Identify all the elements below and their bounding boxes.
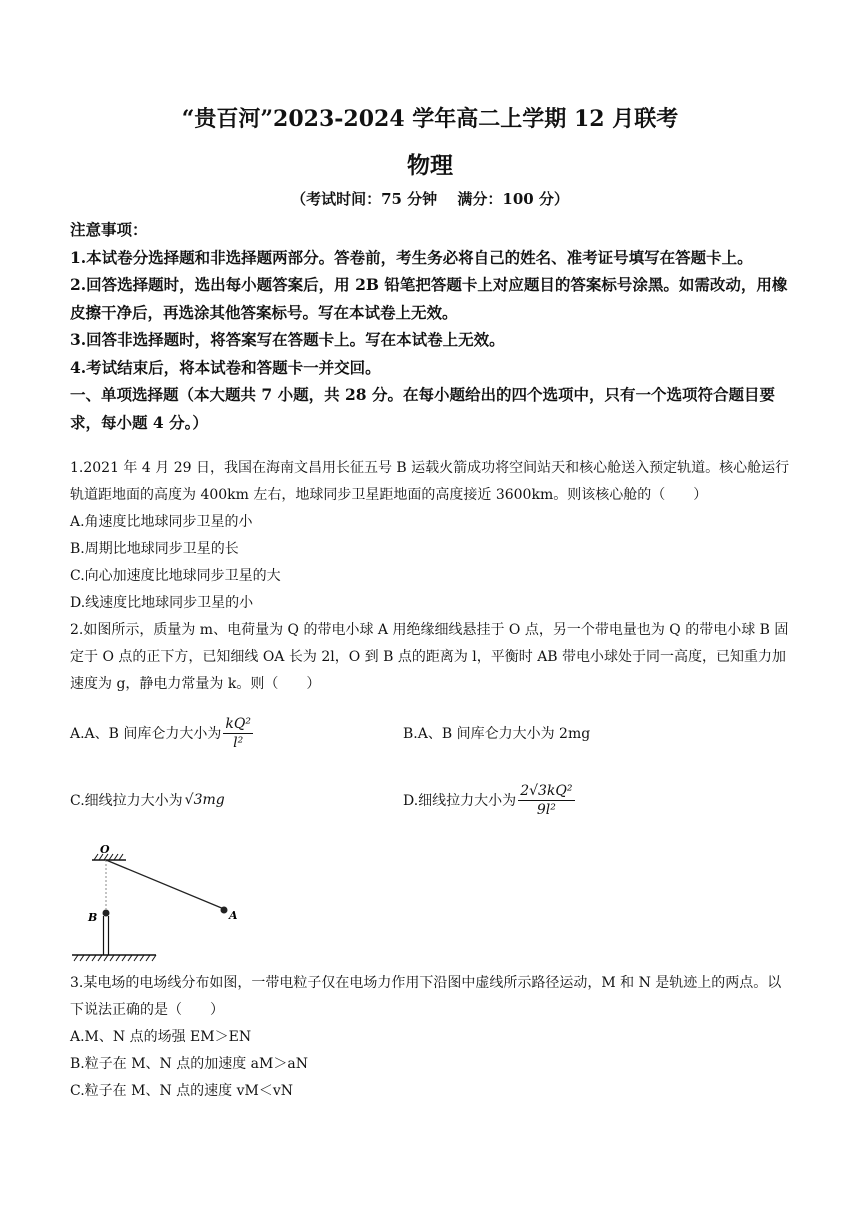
option-a-fraction	[223, 715, 253, 752]
exam-info: （考试时间：75 分钟 满分：100 分）	[291, 190, 569, 208]
question-1-option-b: B.周期比地球同步卫星的长	[70, 541, 239, 557]
option-b-text: B.A、B 间库仑力大小为 2mg	[403, 726, 591, 742]
question-3-option-a: A.M、N 点的场强 EM＞EN	[70, 1029, 252, 1045]
ball-b	[103, 910, 110, 917]
option-c-text: C.细线拉力大小为	[70, 793, 183, 809]
question-1	[70, 455, 794, 617]
note-item: 1.本试卷分选择题和非选择题两部分。答卷前，考生务必将自己的姓名、准考证号填写在答题卡上。	[70, 247, 753, 267]
option-a-text: A.A、B 间库仑力大小为	[70, 726, 222, 742]
ground-hatch	[74, 955, 156, 961]
option-a-denominator: l²	[233, 734, 244, 751]
question-1-option-d: D.线速度比地球同步卫星的小	[70, 595, 254, 611]
question-2-option-b	[403, 713, 590, 753]
question-1-option-c: C.向心加速度比地球同步卫星的大	[70, 568, 281, 584]
ball-a-label: A	[229, 909, 238, 922]
question-2-option-a	[70, 713, 253, 753]
option-d-numerator: 2√3kQ²	[520, 782, 573, 799]
option-d-text: D.细线拉力大小为	[403, 793, 517, 809]
option-a-numerator: kQ²	[225, 715, 251, 732]
notes-section	[70, 216, 794, 436]
exam-title: “贵百河”2023-2024 学年高二上学期 12 月联考	[181, 106, 679, 132]
question-3-option-c: C.粒子在 M、N 点的速度 vM＜vN	[70, 1083, 294, 1099]
note-item: 3.回答非选择题时，将答案写在答题卡上。写在本试卷上无效。	[70, 330, 505, 349]
question-2	[70, 617, 794, 698]
question-2-options-row-1	[70, 713, 794, 753]
string-oa	[106, 860, 224, 909]
notes-heading: 注意事项：	[70, 220, 148, 239]
point-o-label: O	[100, 845, 110, 856]
question-3-option-b: B.粒子在 M、N 点的加速度 aM＞aN	[70, 1056, 308, 1072]
question-3-stem: 3.某电场的电场线分布如图，一带电粒子仅在电场力作用下沿图中虚线所示路径运动，M 和 N 是轨迹上的两点。以下说法正确的是（ ）	[70, 975, 782, 1018]
option-d-denominator: 9l²	[536, 801, 556, 818]
option-d-fraction	[518, 782, 574, 819]
question-2-option-c	[70, 780, 225, 820]
note-item: 4.考试结束后，将本试卷和答题卡一并交回。	[70, 357, 381, 377]
note-item: 2.回答选择题时，选出每小题答案后，用 2B 铅笔把答题卡上对应题目的答案标号涂黑。如需改动，用橡皮擦干净后，再选涂其他答案标号。写在本试卷上无效。	[70, 275, 788, 322]
question-1-option-a: A.角速度比地球同步卫星的小	[70, 514, 253, 530]
question-2-stem: 2.如图所示，质量为 m、电荷量为 Q 的带电小球 A 用绝缘细线悬挂于 O 点，另一个带电量也为 Q 的带电小球 B 固定于 O 点的正下方，已知细线 OA 长为 2l，O 到 B 点的距离为 l，平衡时 AB 带电小球处于同一高度，已知重力加速度为 g，静电力常量为 k。则（ ）	[70, 622, 789, 692]
question-1-stem: 1.2021 年 4 月 29 日，我国在海南文昌用长征五号 B 运载火箭成功将空间站天和核心舱送入预定轨道。核心舱运行轨道距地面的高度为 400km 左右，地球同步卫星距地面的高度接近 3600km。则该核心舱的（ ）	[70, 460, 790, 503]
question-2-options-row-2	[70, 780, 794, 820]
question-2-option-d	[403, 780, 575, 820]
ball-b-label: B	[88, 911, 98, 924]
question-3	[70, 970, 794, 1105]
question-2-figure	[68, 845, 248, 965]
section-heading: 一、单项选择题（本大题共 7 小题，共 28 分。在每小题给出的四个选项中，只有一个选项符合题目要求，每小题 4 分。）	[70, 385, 775, 432]
option-c-expression: √3mg	[184, 792, 225, 808]
subject-title: 物理	[407, 152, 453, 179]
ball-a	[221, 907, 228, 914]
